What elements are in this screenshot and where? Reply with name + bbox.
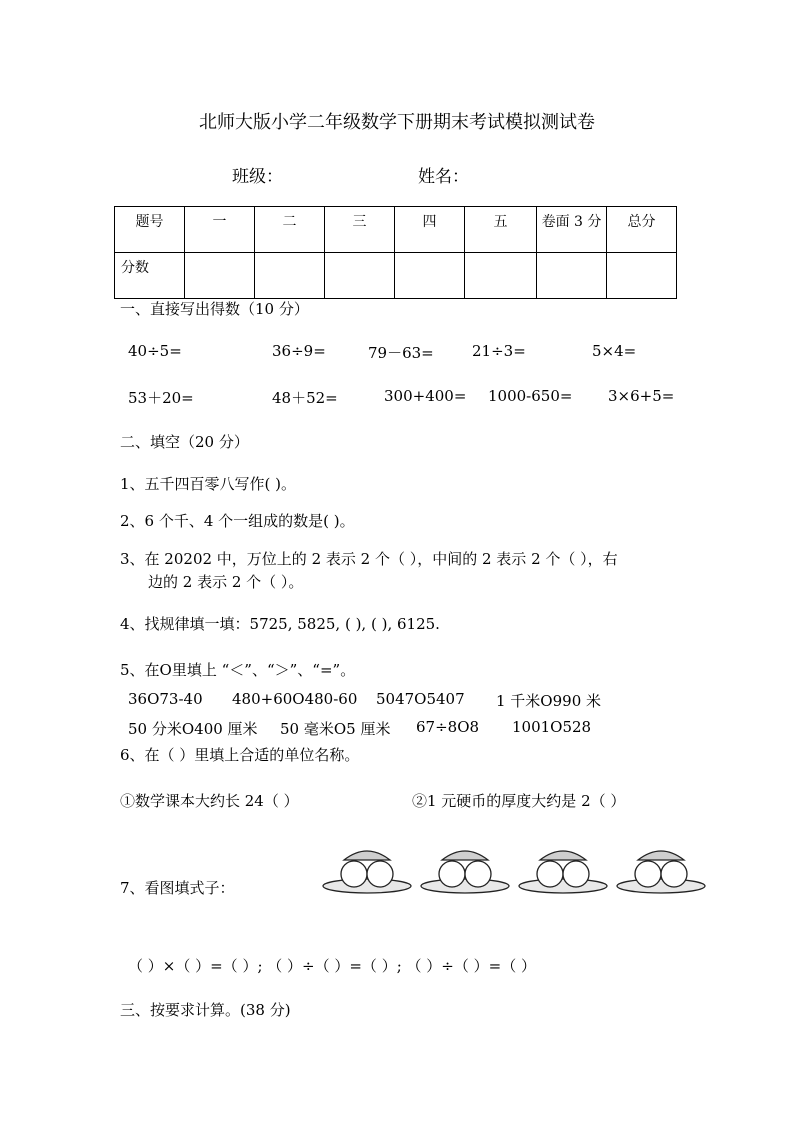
score-header-cell: 五 <box>465 207 537 253</box>
question-2: 2、6 个千、4 个一组成的数是( )。 <box>120 512 355 530</box>
calc-item: 79－63= <box>368 344 434 362</box>
calc-item: 40÷5= <box>128 342 182 360</box>
question-6-b: ②1 元硬币的厚度大约是 2（ ） <box>412 792 626 810</box>
page-title: 北师大版小学二年级数学下册期末考试模拟测试卷 <box>199 112 595 133</box>
score-cell <box>537 253 607 299</box>
score-header-cell: 题号 <box>115 207 185 253</box>
score-cell <box>395 253 465 299</box>
class-label: 班级： <box>232 167 283 187</box>
calc-item: 53＋20= <box>128 389 194 407</box>
question-6: 6、在（ ）里填上合适的单位名称。 <box>120 746 360 764</box>
question-7-formula: （ ）×（ ）=（ ）; （ ）÷（ ）=（ ）; （ ）÷（ ）=（ ） <box>128 957 536 975</box>
compare-item: 1 千米O990 米 <box>496 692 602 710</box>
score-header-cell: 三 <box>325 207 395 253</box>
bun-plate-3 <box>519 851 607 893</box>
calc-item: 1000-650= <box>488 387 573 405</box>
question-6-a: ①数学课本大约长 24（ ） <box>120 792 299 810</box>
score-cell <box>607 253 677 299</box>
calc-item: 3×6+5= <box>608 387 675 405</box>
section3-heading: 三、按要求计算。(38 分) <box>120 1001 291 1019</box>
calc-item: 48＋52= <box>272 389 338 407</box>
question-4: 4、找规律填一填：5725, 5825, ( ), ( ), 6125. <box>120 615 440 633</box>
score-header-cell: 二 <box>255 207 325 253</box>
score-cell <box>465 253 537 299</box>
name-label: 姓名： <box>418 167 469 187</box>
bun-plate-1 <box>323 851 411 893</box>
score-cell <box>185 253 255 299</box>
bun-plate-2 <box>421 851 509 893</box>
compare-item: 67÷8O8 <box>416 718 480 736</box>
question-5: 5、在O里填上 “＜”、“＞”、“=”。 <box>120 661 356 679</box>
score-header-cell: 卷面 3 分 <box>537 207 607 253</box>
score-header-cell: 四 <box>395 207 465 253</box>
compare-item: 36O73-40 <box>128 690 203 708</box>
calc-item: 21÷3= <box>472 342 526 360</box>
score-table-header-row <box>115 207 677 253</box>
section2-heading: 二、填空（20 分） <box>120 433 249 451</box>
score-cell <box>255 253 325 299</box>
compare-item: 480+60O480-60 <box>232 690 358 708</box>
question-3-line2: 边的 2 表示 2 个（ ）。 <box>148 573 304 591</box>
score-header-cell: 一 <box>185 207 255 253</box>
score-header-cell: 总分 <box>607 207 677 253</box>
compare-item: 50 分米O400 厘米 <box>128 720 258 738</box>
score-table-value-row <box>115 253 677 299</box>
question-3-line1: 3、在 20202 中，万位上的 2 表示 2 个（ ），中间的 2 表示 2 个（ ），右 <box>120 550 618 568</box>
score-cell <box>325 253 395 299</box>
score-row-label: 分数 <box>115 253 185 299</box>
steamed-buns-illustration <box>322 838 710 900</box>
compare-item: 50 毫米O5 厘米 <box>280 720 391 738</box>
compare-item: 5047O5407 <box>376 690 465 708</box>
calc-item: 36÷9= <box>272 342 326 360</box>
section1-heading: 一、直接写出得数（10 分） <box>120 300 309 318</box>
score-table <box>114 206 677 299</box>
bun-plate-4 <box>617 851 705 893</box>
question-7: 7、看图填式子： <box>120 879 235 897</box>
calc-item: 5×4= <box>592 342 637 360</box>
question-1: 1、五千四百零八写作( )。 <box>120 475 297 493</box>
calc-item: 300+400= <box>384 387 467 405</box>
compare-item: 1001O528 <box>512 718 592 736</box>
